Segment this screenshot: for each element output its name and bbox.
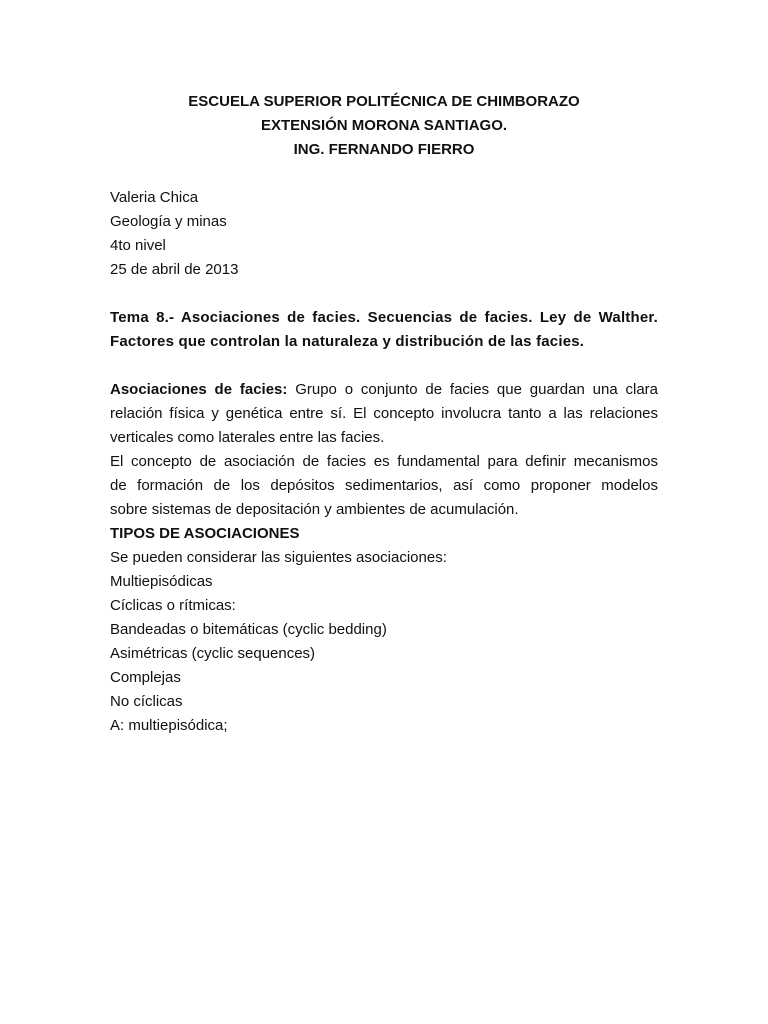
list-item: Bandeadas o bitemáticas (cyclic bedding) (110, 621, 387, 638)
paragraph-definition (110, 378, 658, 450)
paragraph-line: verticales como laterales entre las facies. (110, 429, 385, 446)
list-item: No cíclicas (110, 693, 183, 710)
extension-title: EXTENSIÓN MORONA SANTIAGO. (260, 117, 508, 134)
term-label: Asociaciones de facies: (110, 381, 288, 398)
list-item: Cíclicas o rítmicas: (110, 597, 236, 614)
date: 25 de abril de 2013 (110, 261, 239, 278)
list-item: A: multiepisódica; (110, 717, 228, 734)
paragraph-line (110, 378, 658, 402)
institution-title: ESCUELA SUPERIOR POLITÉCNICA DE CHIMBORAZO (188, 93, 580, 110)
definition-text: Grupo o conjunto de facies que guardan una clara (287, 381, 659, 398)
author-block (110, 186, 658, 282)
list-intro: Se pueden considerar las siguientes asociaciones: (110, 549, 447, 566)
list-item: Complejas (110, 669, 181, 686)
topic-line-2: Factores que controlan la naturaleza y distribución de las facies. (110, 333, 585, 350)
paragraph-line: El concepto de asociación de facies es fundamental para definir mecanismos (110, 453, 658, 470)
paragraph-line: de formación de los depósitos sedimentarios, así como proponer modelos (110, 477, 658, 494)
topic-line-1: Tema 8.- Asociaciones de facies. Secuencias de facies. Ley de Walther. (110, 309, 658, 326)
career: Geología y minas (110, 213, 227, 230)
document-header (110, 90, 658, 162)
topic-title (110, 306, 658, 354)
paragraph-line: sobre sistemas de depositación y ambientes de acumulación. (110, 501, 519, 518)
student-name: Valeria Chica (110, 189, 199, 206)
document-body (110, 378, 658, 738)
section-heading: TIPOS DE ASOCIACIONES (110, 525, 300, 542)
list-item: Asimétricas (cyclic sequences) (110, 645, 316, 662)
level: 4to nivel (110, 237, 166, 254)
paragraph-concept (110, 450, 658, 522)
paragraph-line: relación física y genética entre sí. El concepto involucra tanto a las relaciones (110, 405, 658, 422)
instructor-name: ING. FERNANDO FIERRO (293, 141, 475, 158)
list-item: Multiepisódicas (110, 573, 213, 590)
